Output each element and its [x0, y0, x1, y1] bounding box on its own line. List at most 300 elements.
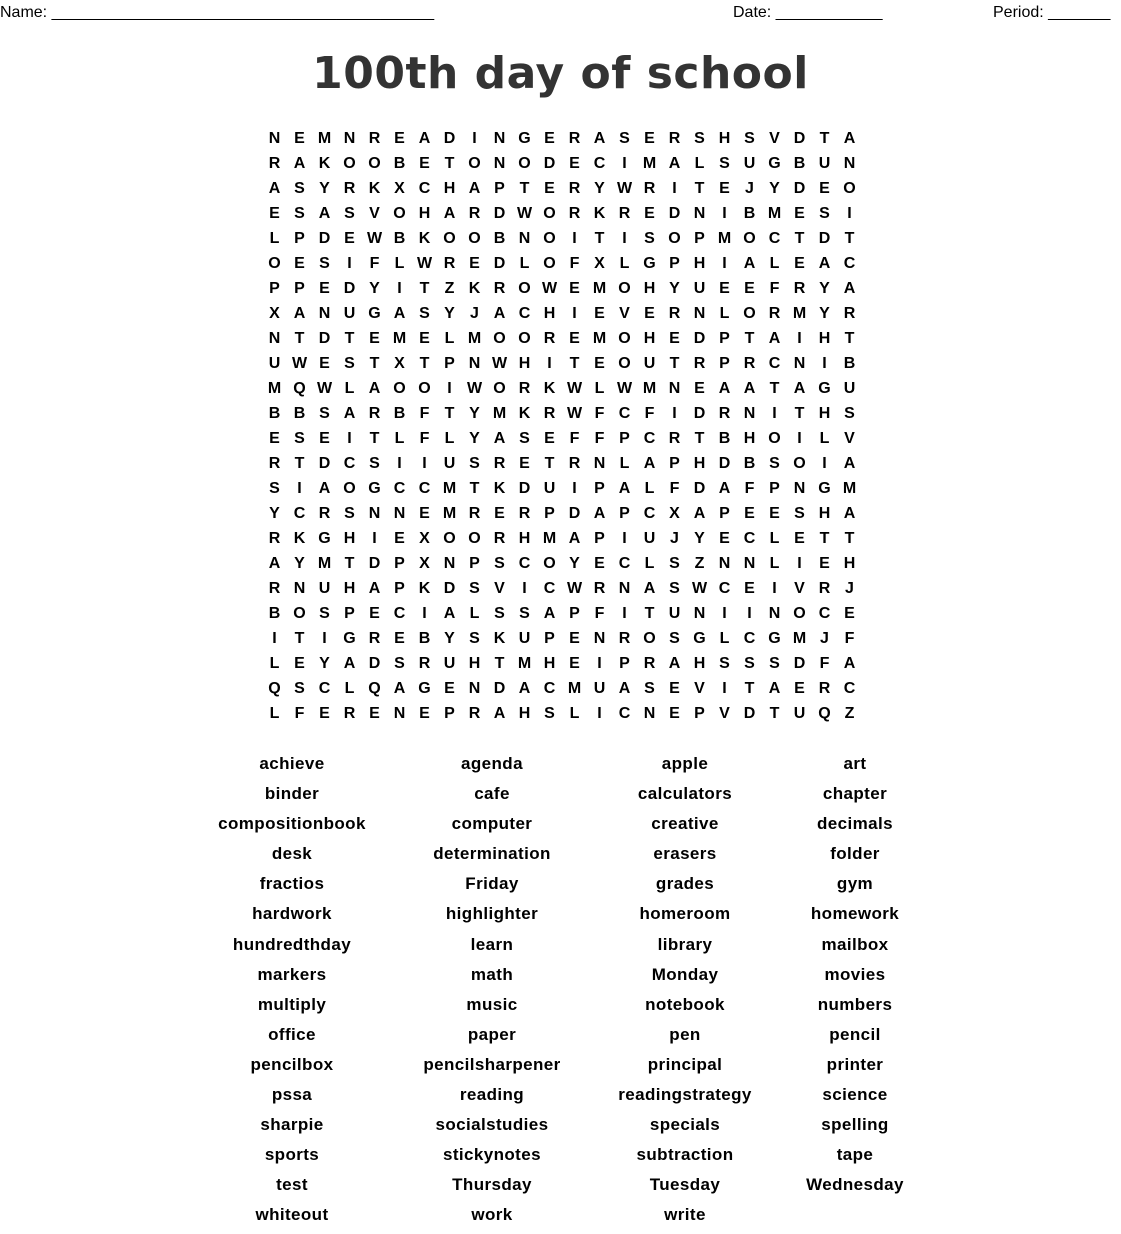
grid-letter[interactable]: E	[669, 705, 680, 722]
grid-letter[interactable]: E	[319, 355, 330, 372]
grid-letter[interactable]: H	[443, 180, 456, 197]
grid-letter[interactable]: O	[668, 230, 681, 247]
grid-letter[interactable]: T	[369, 355, 380, 372]
grid-letter[interactable]: G	[768, 630, 781, 647]
grid-letter[interactable]: Y	[819, 305, 830, 322]
grid-letter[interactable]: A	[593, 130, 606, 147]
grid-letter[interactable]: E	[569, 330, 580, 347]
grid-letter[interactable]: I	[572, 305, 577, 322]
grid-letter[interactable]: P	[594, 530, 605, 547]
grid-letter[interactable]: R	[468, 705, 481, 722]
grid-letter[interactable]: I	[622, 530, 627, 547]
grid-letter[interactable]: R	[443, 255, 456, 272]
grid-letter[interactable]: T	[794, 405, 805, 422]
grid-letter[interactable]: H	[693, 655, 706, 672]
grid-letter[interactable]: E	[794, 680, 805, 697]
grid-letter[interactable]: A	[568, 530, 581, 547]
grid-letter[interactable]: F	[294, 705, 305, 722]
grid-letter[interactable]: E	[544, 130, 555, 147]
grid-letter[interactable]: Y	[319, 180, 330, 197]
grid-letter[interactable]: N	[468, 355, 481, 372]
grid-letter[interactable]: E	[819, 555, 830, 572]
grid-letter[interactable]: S	[619, 130, 630, 147]
grid-letter[interactable]: F	[419, 405, 430, 422]
grid-letter[interactable]: O	[793, 455, 806, 472]
grid-letter[interactable]: D	[568, 505, 581, 522]
grid-letter[interactable]: V	[794, 580, 805, 597]
grid-letter[interactable]: L	[644, 555, 655, 572]
grid-letter[interactable]: R	[343, 180, 356, 197]
grid-letter[interactable]: O	[418, 380, 431, 397]
grid-letter[interactable]: I	[772, 405, 777, 422]
grid-letter[interactable]: K	[318, 155, 331, 172]
grid-letter[interactable]: M	[517, 655, 532, 672]
grid-letter[interactable]: L	[769, 255, 780, 272]
grid-letter[interactable]: V	[769, 130, 780, 147]
grid-letter[interactable]: O	[468, 155, 481, 172]
grid-letter[interactable]: N	[643, 705, 656, 722]
grid-letter[interactable]: Y	[569, 555, 580, 572]
grid-letter[interactable]: E	[669, 330, 680, 347]
grid-letter[interactable]: K	[368, 180, 381, 197]
grid-letter[interactable]: I	[372, 530, 377, 547]
grid-letter[interactable]: C	[743, 630, 756, 647]
grid-letter[interactable]: I	[397, 455, 402, 472]
grid-letter[interactable]: D	[693, 405, 706, 422]
grid-letter[interactable]: O	[518, 280, 531, 297]
grid-letter[interactable]: Z	[444, 280, 455, 297]
grid-letter[interactable]: R	[343, 705, 356, 722]
grid-letter[interactable]: O	[268, 255, 281, 272]
grid-letter[interactable]: S	[769, 655, 780, 672]
grid-letter[interactable]: T	[769, 380, 780, 397]
grid-letter[interactable]: W	[566, 580, 583, 597]
grid-letter[interactable]: R	[768, 305, 781, 322]
grid-letter[interactable]: B	[268, 605, 281, 622]
grid-letter[interactable]: F	[594, 430, 605, 447]
grid-letter[interactable]: H	[718, 130, 731, 147]
grid-letter[interactable]: I	[797, 555, 802, 572]
grid-letter[interactable]: E	[419, 330, 430, 347]
grid-letter[interactable]: B	[793, 155, 806, 172]
grid-letter[interactable]: N	[318, 305, 331, 322]
period-field[interactable]: Period: _______	[993, 4, 1111, 21]
grid-letter[interactable]: E	[319, 280, 330, 297]
grid-letter[interactable]: E	[794, 205, 805, 222]
grid-letter[interactable]: G	[343, 630, 356, 647]
grid-letter[interactable]: S	[494, 555, 505, 572]
grid-letter[interactable]: H	[468, 655, 481, 672]
grid-letter[interactable]: F	[819, 655, 830, 672]
grid-letter[interactable]: S	[769, 455, 780, 472]
grid-letter[interactable]: A	[418, 130, 431, 147]
grid-letter[interactable]: I	[722, 255, 727, 272]
grid-letter[interactable]: F	[744, 480, 755, 497]
grid-letter[interactable]: O	[443, 230, 456, 247]
grid-letter[interactable]: O	[768, 430, 781, 447]
grid-letter[interactable]: O	[843, 180, 856, 197]
grid-letter[interactable]: F	[569, 255, 580, 272]
grid-letter[interactable]: N	[768, 605, 781, 622]
grid-letter[interactable]: S	[719, 655, 730, 672]
grid-letter[interactable]: L	[344, 680, 355, 697]
grid-letter[interactable]: D	[493, 680, 506, 697]
grid-letter[interactable]: C	[643, 430, 656, 447]
grid-letter[interactable]: W	[291, 355, 308, 372]
grid-letter[interactable]: A	[593, 505, 606, 522]
grid-letter[interactable]: B	[393, 405, 406, 422]
grid-letter[interactable]: I	[797, 330, 802, 347]
grid-letter[interactable]: L	[269, 705, 280, 722]
grid-letter[interactable]: U	[843, 380, 856, 397]
grid-letter[interactable]: E	[369, 330, 380, 347]
grid-letter[interactable]: E	[494, 505, 505, 522]
grid-letter[interactable]: D	[318, 230, 331, 247]
grid-letter[interactable]: A	[843, 130, 856, 147]
grid-letter[interactable]: S	[719, 155, 730, 172]
grid-letter[interactable]: I	[722, 680, 727, 697]
date-field[interactable]: Date: ____________	[733, 4, 883, 21]
grid-letter[interactable]: F	[669, 480, 680, 497]
grid-letter[interactable]: N	[668, 380, 681, 397]
grid-letter[interactable]: A	[368, 380, 381, 397]
grid-letter[interactable]: S	[319, 605, 330, 622]
grid-letter[interactable]: H	[818, 405, 831, 422]
grid-letter[interactable]: I	[297, 480, 302, 497]
name-field[interactable]: Name: ___________________________________________	[0, 4, 435, 21]
grid-letter[interactable]: G	[418, 680, 431, 697]
grid-letter[interactable]: M	[717, 230, 732, 247]
grid-letter[interactable]: H	[343, 580, 356, 597]
grid-letter[interactable]: S	[544, 705, 555, 722]
grid-letter[interactable]: L	[269, 230, 280, 247]
grid-letter[interactable]: S	[669, 630, 680, 647]
grid-letter[interactable]: T	[569, 355, 580, 372]
grid-letter[interactable]: V	[844, 430, 855, 447]
grid-letter[interactable]: A	[468, 180, 481, 197]
grid-letter[interactable]: R	[618, 205, 631, 222]
grid-letter[interactable]: D	[693, 330, 706, 347]
grid-letter[interactable]: T	[794, 230, 805, 247]
grid-letter[interactable]: R	[468, 505, 481, 522]
grid-letter[interactable]: I	[472, 130, 477, 147]
grid-letter[interactable]: C	[543, 580, 556, 597]
grid-letter[interactable]: W	[466, 380, 483, 397]
grid-letter[interactable]: E	[269, 205, 280, 222]
grid-letter[interactable]: K	[493, 630, 506, 647]
grid-letter[interactable]: S	[269, 480, 280, 497]
grid-letter[interactable]: E	[844, 605, 855, 622]
grid-letter[interactable]: R	[268, 455, 281, 472]
grid-letter[interactable]: I	[572, 480, 577, 497]
grid-letter[interactable]: E	[544, 180, 555, 197]
grid-letter[interactable]: E	[394, 130, 405, 147]
grid-letter[interactable]: A	[843, 280, 856, 297]
grid-letter[interactable]: G	[643, 255, 656, 272]
grid-letter[interactable]: S	[669, 580, 680, 597]
grid-letter[interactable]: S	[294, 180, 305, 197]
grid-letter[interactable]: Y	[594, 180, 605, 197]
grid-letter[interactable]: X	[269, 305, 280, 322]
grid-letter[interactable]: X	[394, 355, 405, 372]
grid-letter[interactable]: C	[518, 305, 531, 322]
grid-letter[interactable]: P	[694, 230, 705, 247]
grid-letter[interactable]: C	[418, 480, 431, 497]
grid-letter[interactable]: P	[544, 505, 555, 522]
grid-letter[interactable]: S	[494, 605, 505, 622]
grid-letter[interactable]: O	[743, 230, 756, 247]
grid-letter[interactable]: V	[494, 580, 505, 597]
grid-letter[interactable]: A	[718, 380, 731, 397]
grid-letter[interactable]: W	[691, 580, 708, 597]
grid-letter[interactable]: S	[519, 605, 530, 622]
grid-letter[interactable]: I	[447, 380, 452, 397]
grid-letter[interactable]: R	[668, 430, 681, 447]
grid-letter[interactable]: F	[844, 630, 855, 647]
grid-letter[interactable]: S	[294, 430, 305, 447]
grid-letter[interactable]: G	[518, 130, 531, 147]
grid-letter[interactable]: E	[719, 280, 730, 297]
grid-letter[interactable]: R	[718, 405, 731, 422]
grid-letter[interactable]: P	[294, 280, 305, 297]
grid-letter[interactable]: T	[294, 330, 305, 347]
grid-letter[interactable]: T	[744, 330, 755, 347]
grid-letter[interactable]: E	[419, 705, 430, 722]
grid-letter[interactable]: U	[593, 680, 606, 697]
grid-letter[interactable]: F	[594, 405, 605, 422]
grid-letter[interactable]: L	[694, 155, 705, 172]
grid-letter[interactable]: A	[318, 480, 331, 497]
grid-letter[interactable]: D	[543, 155, 556, 172]
grid-letter[interactable]: M	[392, 330, 407, 347]
grid-letter[interactable]: N	[718, 555, 731, 572]
grid-letter[interactable]: O	[393, 205, 406, 222]
grid-letter[interactable]: N	[368, 505, 381, 522]
grid-letter[interactable]: N	[593, 455, 606, 472]
grid-letter[interactable]: I	[547, 355, 552, 372]
grid-letter[interactable]: U	[443, 455, 456, 472]
grid-letter[interactable]: K	[418, 580, 431, 597]
grid-letter[interactable]: O	[618, 330, 631, 347]
grid-letter[interactable]: L	[594, 380, 605, 397]
grid-letter[interactable]: E	[369, 705, 380, 722]
grid-letter[interactable]: R	[618, 630, 631, 647]
grid-letter[interactable]: T	[844, 330, 855, 347]
grid-letter[interactable]: O	[393, 380, 406, 397]
grid-letter[interactable]: H	[818, 330, 831, 347]
grid-letter[interactable]: R	[818, 680, 831, 697]
grid-letter[interactable]: R	[668, 305, 681, 322]
grid-letter[interactable]: Y	[469, 405, 480, 422]
grid-letter[interactable]: O	[468, 230, 481, 247]
grid-letter[interactable]: E	[319, 430, 330, 447]
grid-letter[interactable]: L	[444, 430, 455, 447]
grid-letter[interactable]: E	[644, 205, 655, 222]
grid-letter[interactable]: Y	[269, 505, 280, 522]
grid-letter[interactable]: U	[643, 355, 656, 372]
grid-letter[interactable]: A	[768, 330, 781, 347]
grid-letter[interactable]: I	[747, 605, 752, 622]
grid-letter[interactable]: S	[519, 430, 530, 447]
grid-letter[interactable]: N	[268, 330, 281, 347]
grid-letter[interactable]: T	[369, 430, 380, 447]
grid-letter[interactable]: J	[745, 180, 754, 197]
grid-letter[interactable]: E	[294, 655, 305, 672]
grid-letter[interactable]: R	[568, 205, 581, 222]
grid-letter[interactable]: Z	[694, 555, 705, 572]
grid-letter[interactable]: O	[518, 155, 531, 172]
grid-letter[interactable]: U	[818, 155, 831, 172]
grid-letter[interactable]: A	[843, 655, 856, 672]
grid-letter[interactable]: E	[369, 605, 380, 622]
grid-letter[interactable]: M	[267, 380, 282, 397]
grid-letter[interactable]: C	[418, 180, 431, 197]
grid-letter[interactable]: I	[272, 630, 277, 647]
grid-letter[interactable]: L	[469, 605, 480, 622]
grid-letter[interactable]: C	[618, 405, 631, 422]
grid-letter[interactable]: U	[443, 655, 456, 672]
grid-letter[interactable]: S	[394, 655, 405, 672]
grid-letter[interactable]: T	[694, 430, 705, 447]
grid-letter[interactable]: R	[568, 130, 581, 147]
grid-letter[interactable]: O	[468, 530, 481, 547]
grid-letter[interactable]: R	[568, 455, 581, 472]
grid-letter[interactable]: C	[393, 605, 406, 622]
grid-letter[interactable]: I	[522, 580, 527, 597]
grid-letter[interactable]: O	[643, 630, 656, 647]
grid-letter[interactable]: A	[818, 255, 831, 272]
grid-letter[interactable]: U	[543, 480, 556, 497]
grid-letter[interactable]: G	[818, 380, 831, 397]
grid-letter[interactable]: X	[419, 530, 430, 547]
grid-letter[interactable]: E	[569, 655, 580, 672]
grid-letter[interactable]: F	[644, 405, 655, 422]
grid-letter[interactable]: T	[344, 330, 355, 347]
grid-letter[interactable]: Y	[319, 655, 330, 672]
grid-letter[interactable]: P	[444, 355, 455, 372]
grid-letter[interactable]: S	[319, 255, 330, 272]
grid-letter[interactable]: B	[393, 230, 406, 247]
grid-letter[interactable]: P	[619, 655, 630, 672]
grid-letter[interactable]: V	[719, 705, 730, 722]
grid-letter[interactable]: D	[793, 180, 806, 197]
grid-letter[interactable]: P	[394, 555, 405, 572]
grid-letter[interactable]: P	[569, 605, 580, 622]
grid-letter[interactable]: C	[593, 155, 606, 172]
grid-letter[interactable]: C	[768, 355, 781, 372]
grid-letter[interactable]: H	[518, 530, 531, 547]
grid-letter[interactable]: R	[418, 655, 431, 672]
grid-letter[interactable]: S	[819, 205, 830, 222]
grid-letter[interactable]: N	[593, 630, 606, 647]
grid-letter[interactable]: A	[293, 155, 306, 172]
grid-letter[interactable]: S	[744, 655, 755, 672]
grid-letter[interactable]: N	[518, 230, 531, 247]
grid-letter[interactable]: A	[443, 205, 456, 222]
grid-letter[interactable]: E	[744, 505, 755, 522]
grid-letter[interactable]: H	[843, 555, 856, 572]
grid-letter[interactable]: I	[672, 180, 677, 197]
grid-letter[interactable]: O	[493, 330, 506, 347]
grid-letter[interactable]: A	[618, 680, 631, 697]
grid-letter[interactable]: D	[493, 205, 506, 222]
grid-letter[interactable]: B	[393, 155, 406, 172]
grid-letter[interactable]: I	[622, 155, 627, 172]
grid-letter[interactable]: N	[393, 705, 406, 722]
grid-letter[interactable]: S	[794, 505, 805, 522]
grid-letter[interactable]: E	[544, 430, 555, 447]
grid-letter[interactable]: P	[494, 180, 505, 197]
grid-letter[interactable]: M	[442, 505, 457, 522]
grid-letter[interactable]: A	[643, 580, 656, 597]
grid-letter[interactable]: E	[419, 505, 430, 522]
grid-letter[interactable]: C	[718, 580, 731, 597]
grid-letter[interactable]: R	[818, 580, 831, 597]
grid-letter[interactable]: L	[394, 430, 405, 447]
grid-letter[interactable]: B	[418, 630, 431, 647]
grid-letter[interactable]: I	[672, 405, 677, 422]
grid-letter[interactable]: D	[693, 480, 706, 497]
grid-letter[interactable]: S	[469, 455, 480, 472]
grid-letter[interactable]: L	[619, 455, 630, 472]
grid-letter[interactable]: F	[419, 430, 430, 447]
grid-letter[interactable]: P	[294, 230, 305, 247]
grid-letter[interactable]: A	[693, 505, 706, 522]
grid-letter[interactable]: A	[618, 480, 631, 497]
grid-letter[interactable]: R	[543, 405, 556, 422]
grid-letter[interactable]: E	[744, 280, 755, 297]
grid-letter[interactable]: D	[818, 230, 831, 247]
grid-letter[interactable]: J	[820, 630, 829, 647]
grid-letter[interactable]: N	[293, 580, 306, 597]
grid-letter[interactable]: I	[347, 255, 352, 272]
grid-letter[interactable]: N	[793, 480, 806, 497]
grid-letter[interactable]: C	[543, 680, 556, 697]
grid-letter[interactable]: T	[744, 680, 755, 697]
grid-letter[interactable]: A	[543, 605, 556, 622]
grid-letter[interactable]: G	[368, 480, 381, 497]
grid-letter[interactable]: U	[743, 155, 756, 172]
grid-letter[interactable]: H	[343, 530, 356, 547]
grid-letter[interactable]: Y	[444, 305, 455, 322]
grid-letter[interactable]: O	[618, 280, 631, 297]
grid-letter[interactable]: V	[619, 305, 630, 322]
grid-letter[interactable]: A	[493, 305, 506, 322]
grid-letter[interactable]: A	[668, 155, 681, 172]
grid-letter[interactable]: P	[669, 455, 680, 472]
grid-letter[interactable]: A	[793, 380, 806, 397]
grid-letter[interactable]: K	[493, 480, 506, 497]
grid-letter[interactable]: H	[693, 455, 706, 472]
grid-letter[interactable]: Q	[368, 680, 381, 697]
grid-letter[interactable]: Y	[694, 530, 705, 547]
grid-letter[interactable]: E	[594, 305, 605, 322]
grid-letter[interactable]: T	[694, 180, 705, 197]
grid-letter[interactable]: E	[769, 505, 780, 522]
grid-letter[interactable]: F	[369, 255, 380, 272]
grid-letter[interactable]: A	[493, 430, 506, 447]
grid-letter[interactable]: M	[642, 155, 657, 172]
grid-letter[interactable]: P	[269, 280, 280, 297]
grid-letter[interactable]: W	[491, 355, 508, 372]
grid-letter[interactable]: U	[668, 605, 681, 622]
grid-letter[interactable]: I	[597, 655, 602, 672]
grid-letter[interactable]: W	[416, 255, 433, 272]
grid-letter[interactable]: F	[769, 280, 780, 297]
grid-letter[interactable]: N	[343, 130, 356, 147]
grid-letter[interactable]: I	[822, 455, 827, 472]
grid-letter[interactable]: P	[669, 255, 680, 272]
